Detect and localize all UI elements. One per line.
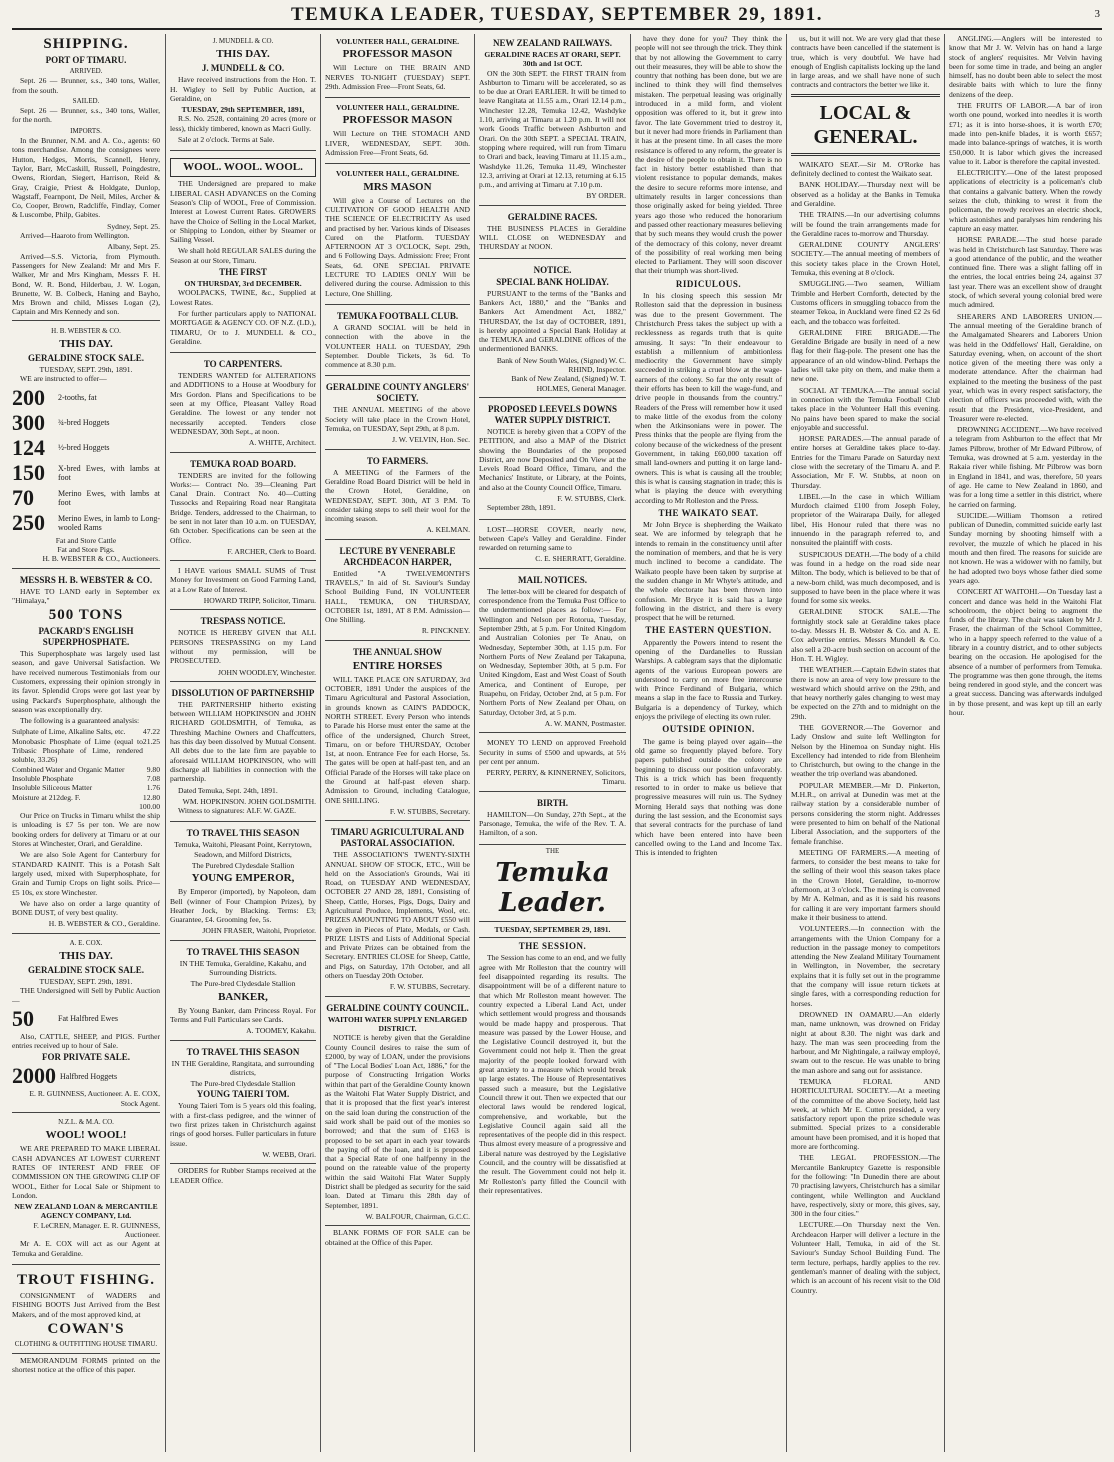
ad-signature: H. B. WEBSTER & CO., Auctioneers. [42, 554, 160, 564]
ad-signature: A. WHITE, Architect. [248, 438, 316, 448]
ad-signature: A. KELMAN. [426, 525, 470, 535]
masthead [0, 0, 1114, 28]
news-item: GERALDINE FIRE BRIGADE.—The Geraldine Brigade are busily in need of a new flag for their flag-pole. The present one has the appearance of an old window-blind. Perhaps the ladies will take pity on them, and make them a new one. [791, 327, 940, 384]
ad-text: THE BUSINESS PLACES in Geraldine WILL CLOSE on WEDNESDAY and THURSDAY at NOON. [479, 223, 626, 252]
ad-cattle: Fat and Store Cattle Fat and Store Pigs. [55, 535, 117, 554]
taieri-tom-ad [170, 1043, 316, 1165]
article-heading: OUTSIDE OPINION. [662, 724, 755, 735]
ad-text: Will Lecture on THE STOMACH AND LIVER, WEDNESDAY, SEPT. 30th. Admission Free—Front Seats, 6d. [325, 129, 470, 158]
news-item: DROWNING ACCIDENT.—We have received a telegram from Ashburton to the effect that Mr James Pilbrow, brother of Mr Edward Pilbrow, of Temuka, was drowned at 5 a.m. yesterday in the Rakaia river while fishing. Mr Pilbrow was born in England in 1841, and was, therefore, 50 years of age. He came to New Zealand in 1860, and was for a long time a settler in this district, where he carried on farming. [949, 425, 1102, 509]
ad-kainit: We are also Sole Agent for Canterbury for STANDARD KAINIT. This is a Potash Salt largely used, mixed with Superphosphate, for Grain and Turnip Crops on light soils. Price—£5 10s, ex store Winchester. [12, 850, 160, 897]
county-council-ad [325, 999, 470, 1227]
carpenters-ad [170, 355, 316, 452]
ad-title: BIRTH. [537, 797, 568, 808]
archdeacon-lecture-ad [325, 542, 470, 641]
ad-signature: F. ARCHER, Clerk to Board. [227, 546, 316, 556]
ad-title: TO CARPENTERS. [203, 359, 283, 370]
ad-header: A. E. COX. [69, 938, 103, 947]
ad-signature: BY ORDER. [586, 191, 626, 201]
article-body: The game is being played over again—the old game so frequently played before. Tory papers published outside the colony are beginning to discuss our position unfavorably. This is a trick which has been frequently resorted to in order to make us believe that progressive measures will ruin us. The Sydney Morning Herald says that nothing was done during the last session, and the Economist says that several contracts for the purchase of land which have been entered into have been cancelled owing to the Land and Income Tax. This is intended to frighten [635, 736, 782, 858]
analysis-row: Insoluble Phosphate 7.08 [12, 773, 160, 783]
column-rule [630, 34, 631, 1452]
paper-date: TUESDAY, SEPTEMBER 29, 1891. [494, 924, 611, 934]
mason-lecture-ad [325, 34, 470, 98]
sailed-text: Sept. 26 — Brunner, s.s., 340 tons, Waller, for the north. [12, 106, 160, 125]
cowans-trout-ad [12, 1267, 160, 1354]
lot-item: 150 X-bred Ewes, with lambs at foot [12, 459, 160, 485]
sydney-dateline: Sydney, Sept. 25. [107, 221, 160, 231]
article-body: In his closing speech this session Mr Rolleston said that the depression in business was due to the present Government. The Christchurch Press takes the subject up with a recklessness as regards truth that is quite amusing. It says: "In their endeavour to establish a millennium of ambitionless mediocrity the Government have simply succeeded in striking a cruel blow at the wage-earners of the colony. So far the only result of their efforts has been to kill the wage-fund, and drive people in thousands from the country." Readers of the Press will remember how it used to make little of the exodus from the colony when the Atkinsonians were in power. The Press thinks that the people are flying from the colony because of the wickedness of the present Government, in taking £60,000 taxation off small land-owners and putting it on large land-owners. This is what is causing all the trouble; this is what is causing stagnation in trade; this is what is playing the deuce with everything according to Mr Rolleston and the Press. [635, 291, 782, 505]
ad-text: Entitled "A TWELVEMONTH'S TRAVELS," In aid of St. Saviour's Sunday School Building Fund, IN VOLUNTEER HALL, TEMUKA, ON THURSDAY, OCTOBER 1st, 1891, AT 8 P.M. Admission—One Shilling. [325, 568, 470, 625]
ad-text: Will give a Course of Lectures on the CULTIVATION OF GOOD HEALTH AND THE SCIENCE OF ELECTRICITY As used and practised by her. Various kinds of Diseases Cured on the Platform. TUESDAY AFTERNOON AT 3 O'CLOCK, Sept. 29th, and 6 Following Days. Admission: Free; Front Seats, 6d. ONE SPECIAL PRIVATE LECTURE TO LADIES ONLY Will be delivered during the course. Admission to this Lecture, One Shilling. [325, 195, 470, 298]
ad-text: By Emperor (imported), by Napoleon, dam Bell (winner of Four Champion Prizes), by Heather Jock, by Blacking. Terms: £3; Guarantee, £4. Grooming fee, 5s. [170, 887, 316, 925]
news-item: HORSE PARADE.—The stud horse parade was held in Christchurch last Saturday. There was a good attendance of the public, and the weather continued fine. There was a slight falling off in the entries, the local entries being 24, against 37 last year. There was an excellent show of draught stock, of which several young colonial bred were much admired. [949, 235, 1102, 310]
ad-text: NOTICE IS HEREBY GIVEN that ALL PERSONS TRESPASSING on my Land without my permission, will be PROSECUTED. [170, 628, 316, 666]
news-item: POPULAR MEMBER.—Mr D. Pinkerton, M.H.R., on arrival at Dunedin was met at the railway station by a considerable number of persons considering the storm night. Addresses were presented to him on behalf of the National Liberal Association, and the supporters of the female franchise. [791, 780, 940, 846]
nzl-wool-ad [12, 1115, 160, 1265]
lot-item: 50 Fat Halfbred Ewes [12, 1005, 118, 1031]
ad-signature: C. E. SHERRATT, Geraldine. [535, 554, 626, 564]
news-item: GERALDINE COUNTY ANGLERS' SOCIETY.—The annual meeting of members of this society takes place in the Crown Hotel, Temuka, this evening at 8 o'clock. [791, 240, 940, 278]
ad-notice: NOTICE. [533, 264, 572, 275]
farmers-meeting-ad [325, 452, 470, 540]
ad-venue: VOLUNTEER HALL, GERALDINE. [335, 169, 460, 179]
ad-signature: F. W. STUBBS, Secretary. [389, 806, 470, 816]
ad-text: The letter-box will be cleared for despatch of correspondence from the Temuka Post Office to the undermentioned places as follow:— For Wellington and Nelson per Rotorua, Tuesday, September 29th, at 5 p.m. For United Kingdom and Australian Colonies per Te Anau, on Wednesday, September 30th, at 1.15 p.m. For Northern Ports of New Zealand per Takapuna, on Wednesday, September 30th, at 5 p.m. For United Kingdom, East and West Coast of South America, and Continent of Europe, per Ruapehu, on Friday, October 2nd, at 5 p.m. For Northern Ports of New Zealand per Ohau, on Saturday, October 3rd, at 5 p.m. [479, 586, 626, 717]
news-item: SHEARERS AND LABORERS UNION.—The annual meeting of the Geraldine branch of the Amalgamated Shearers and Laborers Union was held in the Oddfellows' Hall, Geraldine, on Saturday evening, when, on account of the short notice given of the meeting there was only a moderate attendance. After the chairman had explained to the meeting the business of the past year, which was in every respect satisfactory, the election of officers was proceeded with, with the result that the President, vice-President, and Treasurer were re-elected. [949, 311, 1102, 423]
ad-text: TENDERS are invited for the following Works:— Contract No. 39—Cleaning Part Canal Drain. Contract No. 40—Cutting Tussocks and Repairing Road near Rangitata Bridge. Tenders, addressed to the Chairman, to be sent in not later than 10 a.m. on TUESDAY, 6th October. Specifications can be seen at the Office. [170, 470, 316, 545]
article-body: Apparently the Powers intend to resent the opening of the Dardanelles to Russian Warships. A cablegram says that the diplomatic agents of the various European powers are understood to carry on more free intercourse with Prince Ferdinand of Bulgaria, which means a slap in the face to Russia and Turkey. Bulgaria is a dependency of Turkey, which enjoys the privilege of electing its own ruler. [635, 637, 782, 722]
ad-this-day: THIS DAY. [216, 48, 270, 61]
ad-desc: The Purebred Clydesdale Stallion [191, 861, 295, 870]
ad-title: DISSOLUTION OF PARTNERSHIP [171, 687, 315, 698]
ad-firm-sub: CLOTHING & OUTFITTING HOUSE TIMARU. [14, 1339, 158, 1348]
column-rule [165, 34, 166, 1452]
article-heading: THE WAIKATO SEAT. [658, 507, 759, 518]
ad-date: TUESDAY, 29th SEPTEMBER, 1891, [181, 105, 305, 115]
analysis-table [12, 727, 160, 811]
ad-subtitle: WAITOHI WATER SUPPLY ENLARGED DISTRICT. [327, 1014, 468, 1033]
arrived-text: Sept. 26 — Brunner, s.s., 340 tons, Waller, from the south. [12, 76, 160, 95]
ad-bonedust: We have also on order a large quantity of BONE DUST, of very best quality. [12, 898, 160, 918]
ad-text: THE ASSOCIATION'S TWENTY-SIXTH ANNUAL SHOW OF STOCK, ETC., Will be held on the Association's Grounds, Wai iti Road, on TUESDAY AND WEDNESDAY, OCTOBER 27 AND 28, 1891, Consisting of Sheep, Cattle, Horses, Pigs, Dogs, Dairy and Agricultural Produce, Implements, Wool, etc. PRIZES AMOUNTING TO ABOUT £550 will be given in Pieces of Plate, Medals, or Cash. PRIZE LISTS and Lists of Additional Special and Private Prizes can be obtained from the Secretary. ENTRIES CLOSE for Sheep, Cattle, and Pigs, on Saturday, 17th October, and all others on Tuesday 20th October. [325, 850, 470, 981]
ad-text: LOST—HORSE COVER, nearly new, between Cape's Valley and Geraldine. Finder rewarded on returning same to [479, 524, 626, 553]
shipping-heading: SHIPPING. [43, 36, 129, 52]
column-2 [170, 34, 316, 1454]
article-body: Mr John Bryce is shepherding the Waikato seat. We are informed by telegraph that he intends to remain in the constituency until after the nomination of members, and that he is very much inclined to become a candidate. The Waikato people have been taken by surprise at the sudden change in Mr Whyte's attitude, and the whole electorate has been thrown into confusion. Mr Bryce it is said has a large following in the district, and there is every prospect that he will be returned. [635, 520, 782, 623]
private-sale: FOR PRIVATE SALE. [42, 1052, 130, 1063]
news-item: WAIKATO SEAT.—Sir M. O'Rorke has definitely declined to contest the Waikato seat. [791, 159, 940, 179]
news-item: SUSPICIOUS DEATH.—The body of a child was found in a hedge on the road side near Milton. The body, which is believed to be that of a new-born child, was much decomposed, and is supposed to have been in the place where it was found for some six weeks. [791, 549, 940, 606]
ad-text: PURSUANT to the terms of the "Banks and Bankers Act, 1880," and the "Banks and Bankers Act Amendment Act, 1882," THURSDAY, the 1st day of OCTOBER, 1891, is hereby appointed a Special Bank Holiday at the TEMUKA and GERALDINE offices of the undermentioned BANKS. [479, 288, 626, 354]
cox-stock-sale-ad [12, 936, 160, 1113]
ad-title: TEMUKA ROAD BOARD. [190, 458, 296, 469]
ad-text: ON the 30th SEPT. the FIRST TRAIN from Ashburton to Timaru will be accelerated, so as to be due at Orari EARLIER. It will be timed to leave Rangitata at 11.55 a.m., Orari 12.14 p.m., Winchester 12.28, Temuka 12.42, Washdyke 1.10, arriving at Timaru at 1.20 p.m. It will not work Goods Traffic between Ashburton and Orari. On the 30th SEPT. a SPECIAL TRAIN, stopping where required, will run from Timaru to Orari and back, leaving Timaru at 11.15 a.m., Washdyke 11.26, Temuka 11.49, Winchester 12.3, arriving at Orari at 12.13, returning at 6.15 p.m., and arriving at Timaru at 7.10 p.m. [479, 68, 626, 190]
lot-item: 300 ¾-bred Hoggets [12, 409, 110, 435]
analysis-row: Monobasic Phosphate of Lime (equal to Tribasic Phosphate of Lime, rendered soluble, 33.26) 21.25 [12, 736, 160, 765]
news-item: LIBEL.—In the case in which William Murdoch claimed £100 from Joseph Foley, proprietor of the Wairarapa Daily, for alleged libel, His Honour ruled that there was no innuendo in the paragraph referred to, and nonsuited the plaintiff with costs. [791, 491, 940, 548]
column-5 [635, 34, 782, 1454]
ad-signature: H. B. WEBSTER & CO., Geraldine. [48, 919, 160, 929]
ad-text: MONEY TO LEND on approved Freehold Security in sums of £500 and upwards, at 5½ per cent per annum. [479, 738, 626, 766]
ad-title: MESSRS H. B. WEBSTER & CO. [19, 574, 153, 585]
lot-item: 70 Merino Ewes, with lambs at foot [12, 484, 160, 510]
ad-text: CONSIGNMENT of WADERS and FISHING BOOTS Just Arrived from the Best Makers, and of the most approved kind, at [12, 1290, 160, 1319]
ad-text: By Young Banker, dam Princess Royal. For Terms and Full Particulars see Cards. [170, 1005, 316, 1024]
mason-lecture-2-ad [325, 100, 470, 164]
stamps-notice: ORDERS for Rubber Stamps received at the LEADER Office. [170, 1166, 316, 1185]
ad-title: TO TRAVEL THIS SEASON [186, 828, 300, 839]
ad-title: MRS MASON [363, 180, 432, 193]
ad-signature: Bank of New Zealand, (Signed) W. T. HOLMES, General Manager. [511, 374, 626, 393]
ad-horse-name: YOUNG TAIERI TOM. [196, 1089, 290, 1100]
ad-text: TENDERS WANTED for ALTERATIONS and ADDITIONS to a House at Woodbury for Mrs Gordon. Plans and Specifications to be seen at my Office, Pleasant Valley Road Geraldine. The lowest or any tender not necessarily accepted. Tenders close WEDNESDAY, 30th Sept., at noon. [170, 371, 316, 436]
ad-text: Will Lecture on THE BRAIN AND NERVES TO-NIGHT (TUESDAY) SEPT. 29th. Admission Free—Front Seats, 6d. [325, 63, 470, 91]
ad-intro: THE Undersigned will Sell by Public Auction— [12, 986, 160, 1005]
ad-company: NEW ZEALAND LOAN & MERCANTILE AGENCY COMPANY, Ltd. [14, 1202, 158, 1221]
news-item: VOLUNTEERS.—In connection with the arrangements with the Union Company for a reduction in the passage money to competitors attending the New Zealand Military Tournament in Wellington, in November, the secretary explains that it is fully set out in the programme that the company will issue return tickets at single fares, with a corresponding reduction for horses. [791, 924, 940, 1008]
editorial-section [479, 847, 626, 1196]
imports-label: IMPORTS. [70, 126, 102, 135]
ad-signature: A. W. MANN, Postmaster. [544, 718, 626, 728]
column-3 [325, 34, 470, 1454]
ad-title: LECTURE BY VENERABLE ARCHDEACON HARPER, [339, 545, 456, 567]
ad-sales: We shall hold REGULAR SALES during the Season at our Store, Timaru. [170, 246, 316, 265]
railways-ad [479, 34, 626, 206]
lost-horse-cover-ad [479, 522, 626, 569]
ad-venue: VOLUNTEER HALL, GERALDINE. [335, 103, 460, 113]
ad-text: NOTICE is hereby given that a COPY of the PETITION, and also a MAP of the District showing the Boundaries of the proposed District, are now Deposited and On View at the Levels Road Board Office, Timaru, and the Mechanics' Institute, or Library, at the Points, and also at the County Council Office, Timaru. [479, 426, 626, 492]
ad-signature: F. W. STUBBS, Secretary. [389, 982, 470, 992]
article-heading: RIDICULOUS. [675, 278, 742, 289]
news-item: THE LEGAL PROFESSION.—The Mercantile Bankruptcy Gazette is responsible for the following: "In Dunedin there are about 70 practising lawyers, Christchurch has a similar contingent, while Wellington and Auckland have, respectively, sixty or more, this gives, say, 300 in the four cities." [791, 1153, 940, 1219]
ad-signature: Bank of New South Wales, (Signed) W. C. RHIND, Inspector. [496, 355, 626, 375]
ad-text: A GRAND SOCIAL will be held in connection with the above in the VOLUNTEER HALL on TUESDAY, 29th September. Double Tickets, 3s 6d. To commence at 8.30 p.m. [325, 322, 470, 370]
ad-desc: The Pure-bred Clydesdale Stallion [190, 979, 296, 989]
ad-first: THE FIRST [219, 267, 267, 278]
lot-list [12, 386, 160, 535]
ad-title: TO FARMERS. [366, 455, 429, 466]
sailed-label: SAILED. [72, 96, 100, 105]
news-item: SUICIDE.—William Thomson a retired publican of Dunedin, committed suicide early last Sunday morning by shooting himself with a revolver, the muzzle of which he placed in his mouth and then fired. The reasons for suicide are not known. He was a widower with no family, but he had adopted two boys whose father died some years ago. [949, 510, 1102, 585]
ad-also: Also, CATTLE, SHEEP, and PIGS. Further entries received up to hour of Sale. [12, 1031, 160, 1051]
road-board-ad [170, 455, 316, 562]
bank-holiday-ad [479, 261, 626, 398]
article-body: us, but it will not. We are very glad that these contracts have been cancelled if the statement is true, which is very doubtful. We have had enough of English capitalists locking up the land in large areas, and we shall have none of such contracts and contractors the better we like it. [791, 34, 940, 90]
news-item: MEETING OF FARMERS.—A meeting of farmers, to consider the best means to take for the selling of their wool this season takes place in the Crown Hotel, Geraldine, to-morrow afternoon, at 3 o'clock. The meeting is convened by Mr A. Kelman, and as it is said his reasons for calling it are very important farmers should make it their business to attend. [791, 847, 940, 922]
ad-signature: J. W. VELVIN, Hon. Sec. [392, 435, 470, 445]
news-item: HORSE PARADES.—The annual parade of entire horses at Geraldine takes place to-day. Entries for the Timaru Parade on Saturday next close with the secretary of the Timaru A. and P. Association, Mr F. W. Stubbs, at noon on Thursday. [791, 434, 940, 490]
ad-text: WE ARE PREPARED TO MAKE LIBERAL CASH ADVANCES AT LOWEST CURRENT RATES OF INTEREST AND FREE OF COMMISSION ON THE GROWING CLIP OF WOOL, Either for Local Sale or Shipment to London. [12, 1144, 160, 1200]
news-item: TEMUKA FLORAL AND HORTICULTURAL SOCIETY.—At a meeting of the committee of the above Society, held last week, at which Mr E. Cutten presided, a very satisfactory report upon the prize schedule was submitted. Special prizes to a considerable amount have been promised, and it is hoped that more are forthcoming. [791, 1076, 940, 1152]
arrived-label: ARRIVED. [69, 67, 103, 75]
ad-title: PROFESSOR MASON [342, 48, 453, 61]
analysis-title: The following is a guaranteed analysis: [20, 716, 140, 726]
lot-item: 200 2-tooths, fat [12, 384, 97, 410]
webster-stock-sale-ad [12, 324, 160, 569]
sydney-text: Arrived—Haaroto from Wellington. [20, 231, 130, 241]
ad-first-date: ON THURSDAY, 3rd DECEMBER. [184, 279, 302, 289]
analysis-row: Moisture at 212deg. F. 12.80 [12, 792, 160, 802]
column-4 [479, 34, 626, 1454]
news-item: THE GOVERNOR.—The Governor and Lady Onslow and suite left Wellington for Nelson by the Hinemoa on Sunday night. His Excellency had intended to ride from Blenheim to Christchurch, but owing to the change in the weather the trip overland was abandoned. [791, 723, 940, 779]
article-body: have they done for you? They think the people will not see through the trick. They think that by not allowing the Government to carry out their measures, they will be able to show the country that nothing has been done, but we are inclined to think they will find themselves mistaken. The perpetual leasing was originally introduced in a mild form, and violent opposition was offered to it, but it grew into favor. The late Government tried to destroy it, but it never had more friends in Parliament than it has at the present time. In all cases the more resistance is offered to any reform, the greater is the desire of the people to obtain it. There is no fact in history better established than that violent resistance to popular demands, makes the desire to secure reforms more intense, and ultimately results in larger concessions than those originally asked for being yielded. Three years ago those who reduced the honorarium and passed other reactionary measures believing that by such means they would crush the power of the democracy of this colony, never dreamt of the possibility of real working men being elected to Parliament. They will soon discover that their triumph was short-lived. [635, 34, 782, 276]
ad-districts: IN THE Geraldine, Rangitata, and surrounding districts, [171, 1058, 315, 1077]
column-rule [944, 34, 945, 1452]
column-7 [949, 34, 1102, 1454]
ad-signature: HOWARD TRIPP, Solicitor, Timaru. [203, 596, 316, 606]
ad-intro: WE are instructed to offer— [20, 374, 107, 384]
masthead-title: TEMUKA LEADER, TUESDAY, SEPTEMBER 29, 1891. [290, 4, 824, 25]
local-general-heading: LOCAL & GENERAL. [813, 101, 918, 148]
news-item: THE TRAINS.—In our advertising columns will be found the train arrangements made for the Geraldine races to-morrow and Thursday. [791, 210, 940, 238]
young-emperor-ad [170, 824, 316, 940]
lot-item: 2000 Halfbred Hoggets [12, 1063, 118, 1089]
ad-horse-name: YOUNG EMPEROR, [191, 872, 295, 885]
analysis-row: Sulphate of Lime, Alkaline Salts, etc. 47.22 [12, 727, 160, 737]
ad-terms: Sale at 2 o'clock. Terms at Sale. [178, 135, 275, 145]
ad-text: HAMILTON—On Sunday, 27th Sept., at the Parsonage, Temuka, the wife of the Rev. T. A. Hamilton, of a son. [479, 809, 626, 838]
ad-text: THE Undersigned are prepared to make LIBERAL CASH ADVANCES on the Coming Season's Clip of WOOL, Free of Commission. Interest at Lowest Current Rates. GROWERS have the Choice of Selling in the Local Market, or Shipping to London, either by Steamer or Sailing Vessel. [170, 179, 316, 245]
ad-this-day: THIS DAY. [59, 950, 113, 962]
article-heading: THE EASTERN QUESTION. [645, 625, 772, 636]
packard-phosphate-ad [12, 571, 160, 934]
ad-contact: For further particulars apply to NATIONAL MORTGAGE & AGENCY CO. OF N.Z. (LD.), TIMARU, Or to J. MUNDELL & CO., Geraldine. [170, 308, 316, 346]
ad-tons: 500 TONS [48, 607, 124, 624]
blank-forms-notice: BLANK FORMS OF FOR SALE can be obtained at the Office of this Paper. [325, 1228, 470, 1247]
memo-notice: MEMORANDUM FORMS printed on the shortest notice at the office of this paper. [12, 1356, 160, 1375]
article-body: The Session has come to an end, and we fully agree with Mr Rolleston that the country will feel disappointed regarding its results. The disappointment will be of a different nature to that which Mr Rolleston meant however. The country expected a Liberal Land Act, under which settlement would progress and thousands would be made happy and prosperous. That measure was passed by the Lower House, and the Legislative Council destroyed it, but the Government could not help it. Then the great majority of the people looked forward with great anxiety to a measure which would break up large estates. The House of Representatives passed such a measure, but the Legislative Council threw it out. Then we expected that our electoral laws would be rendered logical, comprehensive, and workable, but the Legislative Council again said all the representatives of the people did in this respect. Thus almost every measure of a progressive and Liberal nature was destroyed by the Legislative Council, and the country will be dissatisfied at the result. The Government could not help it. Mr Rolleston's party filled the Council with their representatives. [479, 953, 626, 1195]
analysis-total: 100.00 [139, 801, 160, 811]
ad-title: GERALDINE STOCK SALE. [27, 965, 145, 975]
ad-title: GERALDINE COUNTY ANGLERS' SOCIETY. [325, 382, 470, 404]
ad-title: WOOL! WOOL! [45, 1129, 127, 1142]
masthead-rule [12, 28, 1102, 30]
ad-header: H. B. WEBSTER & CO. [51, 326, 121, 335]
ad-firm: J. MUNDELL & CO. [201, 63, 285, 74]
ad-signature: WM. HOPKINSON. JOHN GOLDSMITH. [182, 796, 316, 806]
ad-body: This Superphosphate was largely used last season, and gave Universal Satisfaction. We have received numerous Testimonials from our Customers, expressing their opinion strongly in its favor. Splendid Crops were got last year by using Packard's Superphosphate, although the season was exceptionally dry. [12, 649, 160, 714]
tapa-show-ad [325, 823, 470, 996]
ad-date: TUESDAY, SEPT. 29th, 1891. [39, 977, 133, 986]
imports-text: In the Brunner, N.M. and A. Co., agents: 60 tons merchandise. Among the consignees were Hutton, Hedges, Morris, Scannell, Henry, Taylor, Barr, McCaskill, Russell, Poingdestre, Owens, Riordan, Siegert, Harrison, Reid & Gray, Craigie, Priest & Holdgate, Dunlop, Wagstaff, Fearnpont, De Neil, Miles, Archer & Co, Cooper, Brown, Radcliffe, Findlay, Comer & Luscombe, Philp, Gabites. [12, 136, 160, 220]
lot-item: 124 ½-bred Hoggets [12, 434, 110, 460]
albany-text: Arrived—S.S. Victoria, from Plymouth. Passengers for New Zealand: Mr and Mrs F. Walker, Mr and Mrs Kingham, Messrs F. H. Bond, W. R. Bond, Hilderbau, J. W. Logan, Brunette, W. B. Colbeck, Haning and Bayho, Mrs Brown and child, Misses Logan (2), Captain and Mrs Kennedy and son. [12, 251, 160, 317]
mundell-sale-ad [170, 34, 316, 151]
ad-signature: E. R. GUINNESS, Auctioneer. A. E. COX, Stock Agent. [29, 1089, 160, 1108]
column-1 [12, 34, 160, 1454]
levels-water-ad [479, 400, 626, 520]
lot-item: 250 Merino Ewes, in lamb to Long-wooled Rams [12, 509, 160, 535]
news-item: ELECTRICITY.—One of the latest proposed applications of electricity is a policeman's club that contains a galvanic battery. When the rowdy seizes the club, thinking to wrest it from the policeman, the rowdy receives an electric shock, which astonishes and paralyses him rendering his capture an easy matter. [949, 168, 1102, 233]
paper-the: THE [545, 846, 560, 855]
news-item: CONCERT AT WAITOHI.—On Tuesday last a concert and dance was held in the Waitohi Flat schoolroom, the object being to augment the funds of the library. The chair was taken by Mr J. Fraser, the chairman of the School Committee, who in a happy speech referred to the value of a library in a country district, and to other subjects bearing on the occasion. He apologised for the absence of a number of performers from Temuka. The programme was then gone through, the items being rendered in good style, and the concert was a great success. Dancing was afterwards indulged in by those present, and was kept up till an early hour. [949, 587, 1102, 718]
ad-districts: Temuka, Waitohi, Pleasant Point, Kerrytown, Seadown, and Milford Districts, [174, 840, 312, 859]
ad-title: PROFESSOR MASON [342, 114, 453, 127]
port-heading: PORT OF TIMARU. [45, 55, 127, 65]
ad-text: HAVE TO LAND early in September ex "Himalaya," [12, 586, 160, 605]
ad-lot: R.S. No. 2528, containing 20 acres (more or less), thickly timbered, known as Macri Gully. [170, 114, 316, 133]
trespass-ad [170, 612, 316, 681]
column-rule [320, 34, 321, 1452]
ad-signature: A. TOOMEY, Kakahu. [246, 1026, 316, 1036]
ad-title: WOOL. WOOL. WOOL. [170, 158, 316, 177]
ad-text: Have received instructions from the Hon. T. H. Wigley to Sell by Public Auction, at Geraldine, on [170, 75, 316, 103]
ad-subtitle: ENTIRE HORSES [352, 659, 443, 672]
ad-text: Young Taieri Tom is 5 years old this foaling, with a first-class pedigree, and the winner of two first prizes taken in Christchurch against rings of good horses. Fuller particulars in future issue. [170, 1101, 316, 1148]
article-heading: THE SESSION. [518, 941, 587, 952]
paper-nameplate: Temuka Leader. [495, 857, 610, 918]
ad-note: Mr A. E. COX will act as our Agent at Temuka and Geraldine. [12, 1239, 160, 1258]
analysis-row: Insoluble Siliceous Matter 1.76 [12, 783, 160, 793]
ad-price: Our Price on Trucks in Timaru whilst the ship is unloading is £7 5s per ton. We are now booking orders for delivery at Timaru or at our Stores at Winchester, Orari, and Geraldine. [12, 811, 160, 849]
money-to-lend-ad [479, 735, 626, 791]
ad-subtitle: GERALDINE RACES AT ORARI, SEPT. 30th and 1st OCT. [484, 50, 621, 69]
news-item: BANK HOLIDAY.—Thursday next will be observed as a holiday at the Banks in Temuka and Geraldine. [791, 180, 940, 208]
ad-text: NOTICE is hereby given that the Geraldine County Council desires to raise the sum of £2000, by way of LOAN, under the provisions of "The Local Bodies' Loan Act, 1886," for the purpose of Constructing Irrigation Works within that part of the Geraldine County known as the Waitohi Flat Water Supply District, and that it is proposed that the first year's interest on the said loan during the construction of the said work shall be paid out of the monies so borrowed; and that the sum of £163 is proposed to be set apart in each year towards the paying off of the loan, and it is proposed that a Special Rate of one halfpenny in the pound on the rateable value of the property within the said Waitohi Flat Water Supply District shall be pledged as security for the said loan. Dated at Timaru this 28th day of September, 1891. [325, 1033, 470, 1210]
ad-signature: W. BALFOUR, Chairman, G.C.C. [365, 1211, 470, 1221]
trust-money-ad [170, 563, 316, 610]
ad-header: J. MUNDELL & CO. [212, 37, 274, 45]
ad-title: GERALDINE STOCK SALE. [27, 353, 145, 364]
ad-title: GERALDINE COUNTY COUNCIL. [326, 1002, 469, 1013]
ad-title: TEMUKA FOOTBALL CLUB. [336, 310, 459, 321]
ad-product: PACKARD'S ENGLISH SUPERPHOSPHATE. [38, 626, 134, 648]
news-item: THE FRUITS OF LABOR.—A bar of iron worth one pound, worked into needles it is worth £71; as it is into horse-shoes, it is worth £70; made into pen-knife blades, it is worth £657; made into balance-springs of watches, it is worth £50,000. It is labor which gives the increased value to it. Labor is therefore the capital invested. [949, 101, 1102, 166]
ad-venue: VOLUNTEER HALL, GERALDINE. [335, 37, 460, 46]
ad-witness: Witness to signatures: ALF. W. GAZE. [178, 806, 297, 816]
ad-title: PROPOSED LEEVELS DOWNS WATER SUPPLY DISTRICT. [487, 403, 618, 425]
column-rule [786, 34, 787, 1452]
column-6 [791, 34, 940, 1454]
analysis-row: Combined Water and Organic Matter 9.80 [12, 764, 160, 774]
ad-firm: COWAN'S [47, 1320, 125, 1337]
ad-signature: R. PINCKNEY. [421, 626, 470, 636]
albany-dateline: Albany, Sept. 25. [107, 242, 160, 252]
entire-horses-show-ad [325, 643, 470, 821]
ad-signature: F. LeCREN, Manager. E. R. GUINNESS, Auctioneer. [33, 1220, 160, 1240]
mrs-mason-ad [325, 166, 470, 305]
ad-desc: The Pure-bred Clydesdale Stallion [190, 1079, 296, 1089]
ad-text: I HAVE various SMALL SUMS of Trust Money for Investment on Good Farming Land, at a Low Rate of Interest. [170, 566, 316, 594]
ad-title: MAIL NOTICES. [517, 574, 588, 585]
ad-signature: JOHN FRASER, Waitohi, Proprietor. [202, 926, 316, 936]
ad-title: GERALDINE RACES. [507, 211, 598, 222]
news-item: THE WEATHER.—Captain Edwin states that there is now an area of very low pressure to the westward which should arrive on the 29th, and that heavy northerly gales changing to west may be expected on the 27th and to midnight on the 29th. [791, 665, 940, 721]
ad-date: Dated Temuka, Sept. 24th, 1891. [178, 785, 278, 795]
ad-signature: W. WEBB, Orari. [262, 1149, 316, 1159]
news-item: DROWNED IN OAMARU.—An elderly man, name unknown, was drowned on Friday night at about 8.30. The night was dark and hazy. The man was seen proceeding from the harbour, and Mr Nightingale, a railway employé, swam out to the rescue. He was unable to bring the man ashore and sang out for assistance. [791, 1009, 940, 1075]
banker-ad [170, 943, 316, 1041]
dissolution-ad [170, 684, 316, 823]
ad-text: THE PARTNERSHIP hitherto existing between WILLIAM HOPKINSON and JOHN RICHARD GOLDSMITH, of Temuka, as Threshing Machine Owners and Chaffcutters, has this day been dissolved by Mutual Consent. All debts due to the late firm are payable to aforesaid WILLIAM HOPKINSON, who will discharge all liabilities in connection with the partnership. [170, 699, 316, 784]
ad-title: TRESPASS NOTICE. [200, 616, 286, 627]
ad-title: SPECIAL BANK HOLIDAY. [496, 276, 609, 287]
news-item: SMUGGLING.—Two seamen, William Trimble and Herbert Cornforth, detected by the Customs officers in smuggling tobacco from the steamer Tekoa, in Auckland were fined £2 2s 6d each, and the tobacco was forfeited. [791, 279, 940, 326]
column-rule [474, 34, 475, 1452]
ad-header: N.Z.L. & M.A. CO. [58, 1118, 114, 1127]
ad-this-day: THIS DAY. [59, 338, 113, 351]
ad-horse-name: BANKER, [218, 990, 268, 1003]
page-number: 3 [1094, 8, 1100, 20]
ad-signature: PERRY, PERRY, & KINNERNEY, Solicitors, Timaru. [486, 768, 626, 787]
geraldine-races-ad [479, 208, 626, 259]
ad-districts: IN THE Temuka, Geraldine, Kakahu, and Surrounding Districts. [179, 958, 307, 978]
ad-title: THE ANNUAL SHOW [352, 646, 443, 657]
ad-date: TUESDAY, SEPT. 29th, 1891. [39, 365, 133, 375]
football-social-ad [325, 307, 470, 376]
news-item: GERALDINE STOCK SALE.—The fortnightly stock sale at Geraldine takes place to-day. Messrs H. B. Webster & Co. and A. E. Cox advertise entries. Messrs Mundell & Co. also sell a 20-acre bush section on account of the Hon. T. H. Wigley. [791, 607, 940, 663]
ad-text: WILL TAKE PLACE ON SATURDAY, 3rd OCTOBER, 1891 Under the auspices of the Timaru Agricultural and Pastoral Association, in grounds known as CAIN'S PADDOCK, NORTH STREET. Every Person who intends to Parade his Horse must enter the same at the office of the undersigned, Church Street, Timaru, on or before THURSDAY, October 1st, at noon. Entrance Fee for each Horse, 5s. The gates will be open at half-past ten, and an Official Parade of the Horses will take place on the Ground at half-past eleven sharp. Admission to Ground, including Catalogue, ONE SHILLING. [325, 674, 470, 805]
ad-title: NEW ZEALAND RAILWAYS. [493, 38, 612, 48]
news-item: SOCIAL AT TEMUKA.—The annual social in connection with the Temuka Football Club takes place in the Volunteer Hall this evening. No pains have been spared to make the social enjoyable and successful. [791, 385, 940, 432]
ad-title: TO TRAVEL THIS SEASON [186, 946, 300, 957]
ad-woolpacks: WOOLPACKS, TWINE, &c., Supplied at Lowest Rates. [170, 288, 316, 307]
news-item: ANGLING.—Anglers will be interested to know that Mr J. W. Velvin has on hand a large stock of anglers' requisites. Mr Velvin having been for some time in trade, and being an angler himself, has no doubt been able to select the most desirable baits with which to lure the finny denizens of the deep. [949, 34, 1102, 99]
nma-wool-ad [170, 153, 316, 353]
ad-signature: JOHN WOODLEY, Winchester. [218, 667, 316, 677]
ad-signature: F. W. STUBBS, Clerk. [557, 493, 626, 503]
ad-title: TROUT FISHING. [17, 1271, 155, 1288]
ad-text: A MEETING of the Farmers of the Geraldine Road Board District will be held in the Crown Hotel, Geraldine, on WEDNESDAY, SEPT. 30th, AT 3 P.M. To consider taking steps to sell their wool for the incoming season. [325, 467, 470, 524]
news-item: LECTURE.—On Thursday next the Ven. Archdeacon Harper will deliver a lecture in the Volunteer Hall, Temuka, in aid of the St. Saviour's Sunday School Building Fund. The term lecture, perhaps, hardly applies to the rev. gentleman's manner of dealing with the subject, which is an account of his recent visit to the Old Country. [791, 1220, 940, 1295]
birth-notice [479, 794, 626, 845]
mail-notices [479, 571, 626, 733]
anglers-meeting-ad [325, 378, 470, 449]
ad-title: TO TRAVEL THIS SEASON [186, 1046, 300, 1057]
ad-title: TIMARU AGRICULTURAL AND PASTORAL ASSOCIATION. [330, 827, 465, 849]
ad-text: THE ANNUAL MEETING of the above Society will take place in the Crown Hotel, Temuka, on TUESDAY, Sept 29th, at 8 p.m. [325, 405, 470, 434]
ad-date: September 28th, 1891. [487, 503, 556, 513]
